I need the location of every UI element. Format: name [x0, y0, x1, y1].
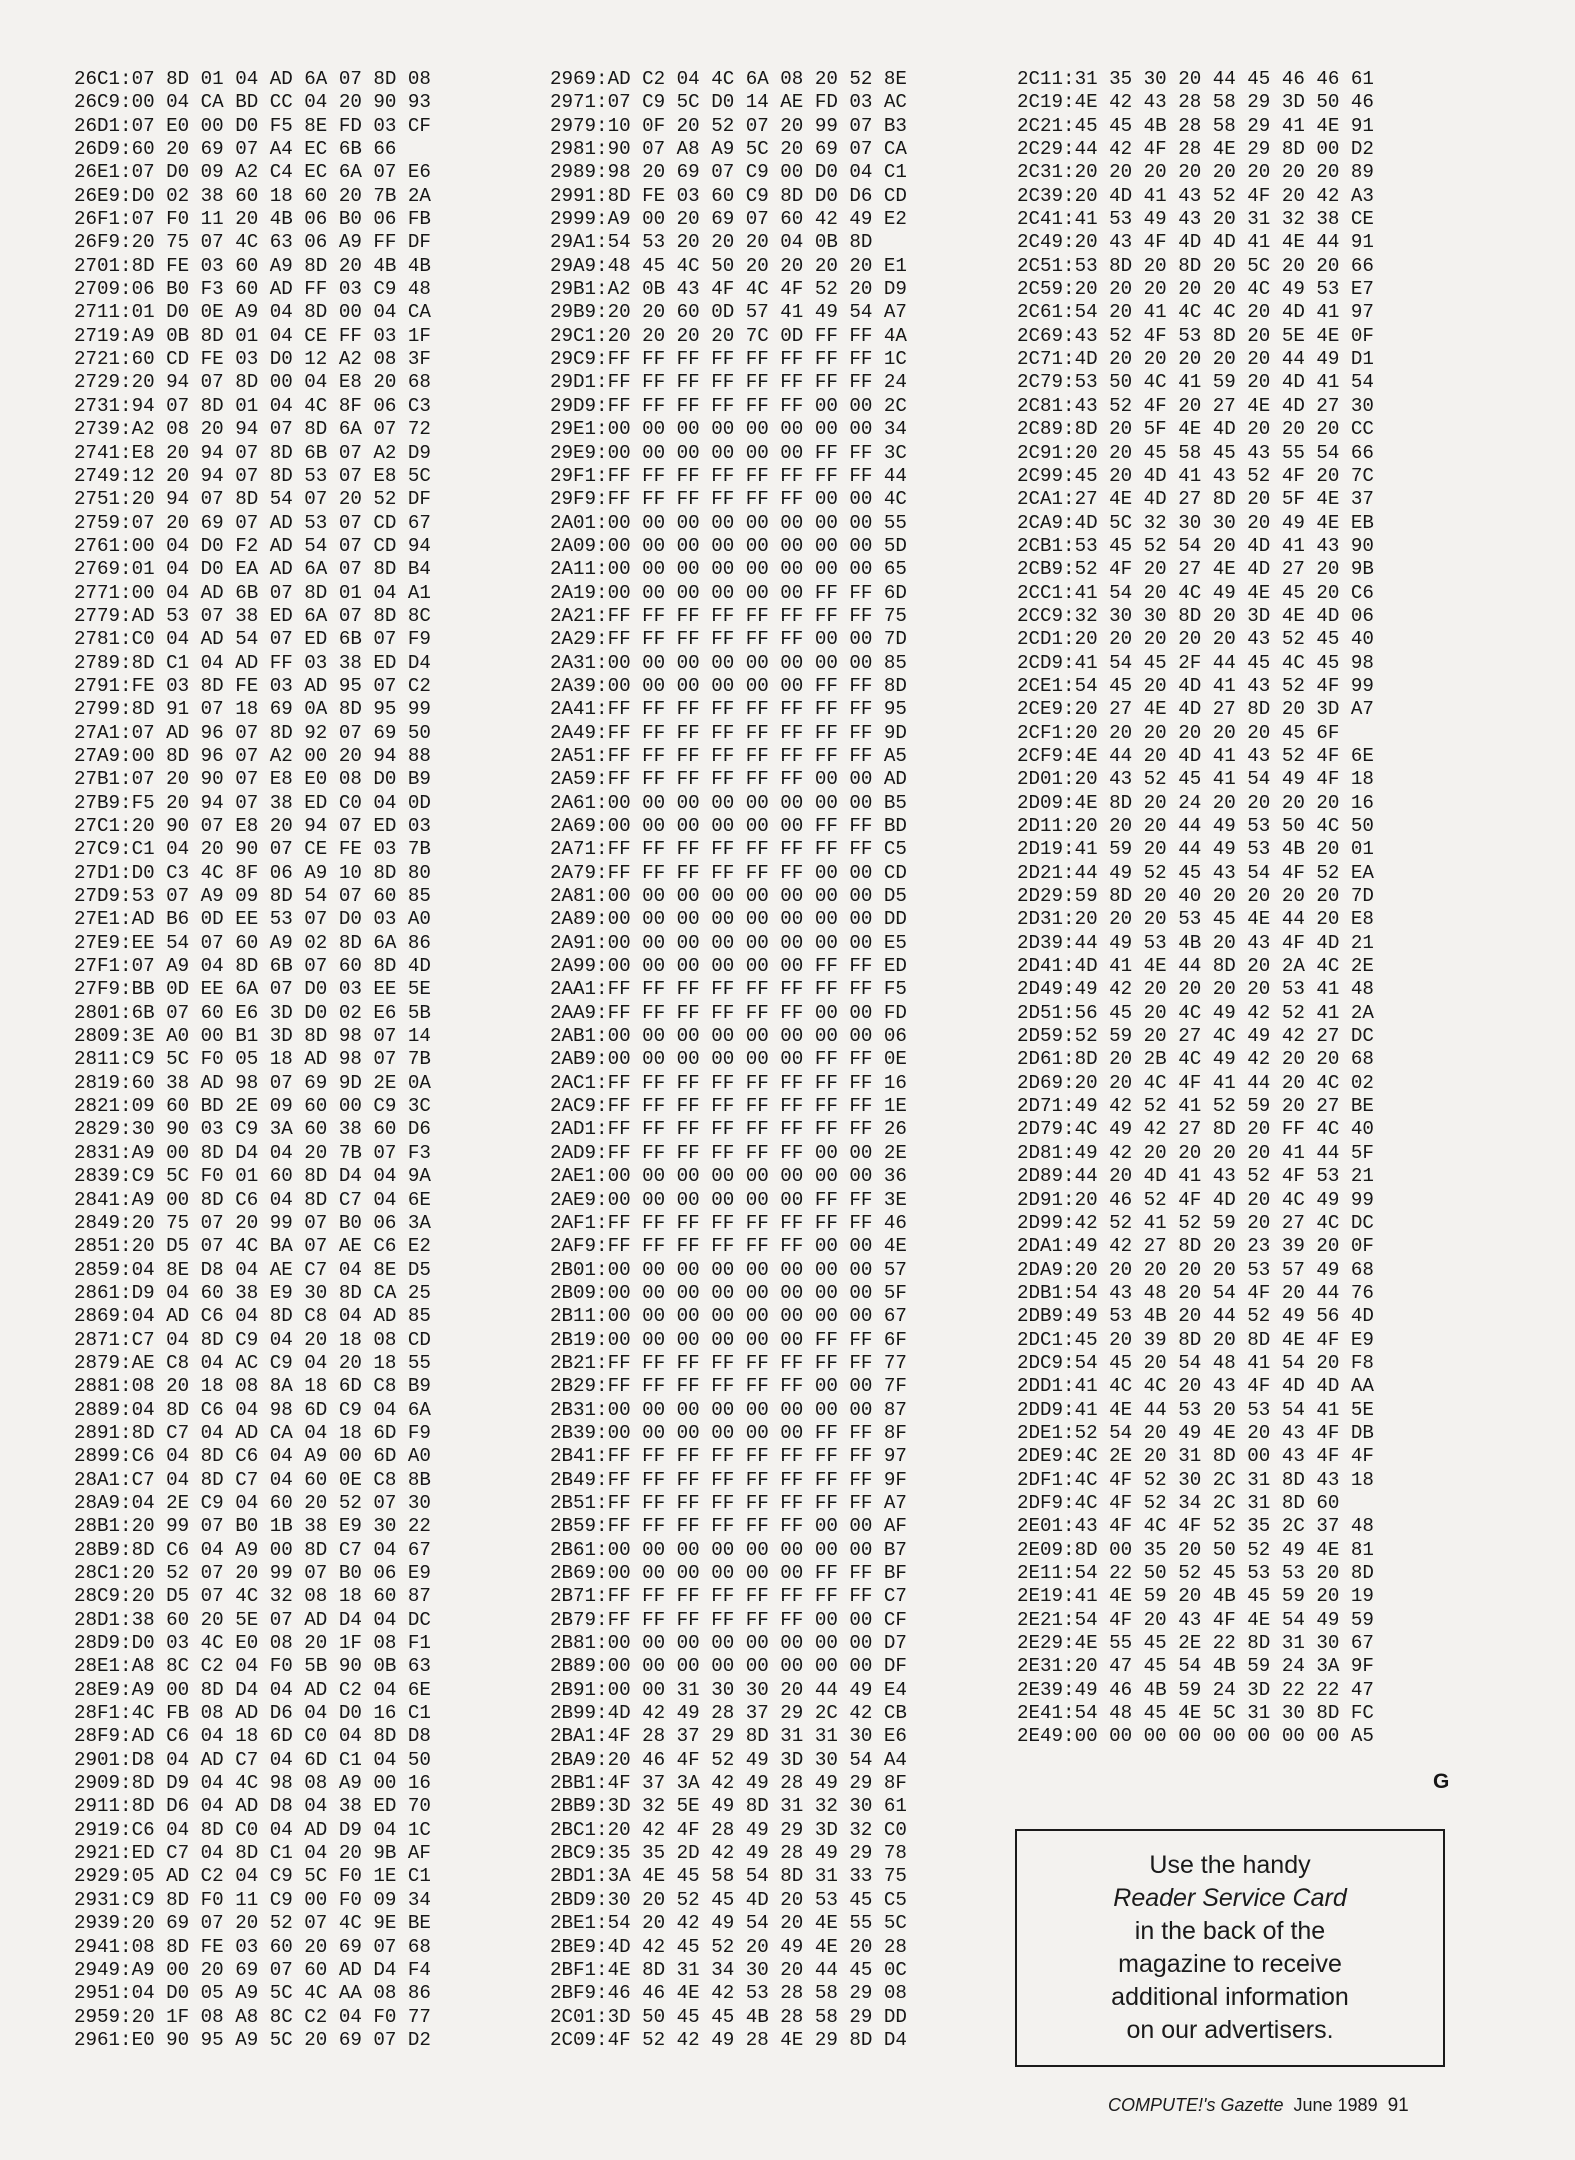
listing-line: 2D09:4E 8D 20 24 20 20 20 20 16 [1017, 791, 1374, 814]
listing-line: 2989:98 20 69 07 C9 00 D0 04 C1 [550, 161, 907, 184]
listing-line: 28A1:C7 04 8D C7 04 60 0E C8 8B [74, 1468, 431, 1491]
listing-line: 2729:20 94 07 8D 00 04 E8 20 68 [74, 371, 431, 394]
listing-line: 2BB1:4F 37 3A 42 49 28 49 29 8F [550, 1772, 907, 1795]
listing-line: 2B91:00 00 31 30 30 20 44 49 E4 [550, 1678, 907, 1701]
listing-line: 2AF1:FF FF FF FF FF FF FF FF 46 [550, 1211, 907, 1234]
listing-line: 2A89:00 00 00 00 00 00 00 00 DD [550, 908, 907, 931]
listing-line: 2981:90 07 A8 A9 5C 20 69 07 CA [550, 138, 907, 161]
listing-line: 2749:12 20 94 07 8D 53 07 E8 5C [74, 464, 431, 487]
listing-line: 29F9:FF FF FF FF FF FF 00 00 4C [550, 488, 907, 511]
listing-line: 2741:E8 20 94 07 8D 6B 07 A2 D9 [74, 441, 431, 464]
listing-line: 2B79:FF FF FF FF FF FF 00 00 CF [550, 1608, 907, 1631]
footer-date: June 1989 [1293, 2095, 1378, 2115]
listing-line: 2D89:44 20 4D 41 43 52 4F 53 21 [1017, 1165, 1374, 1188]
listing-line: 2D99:42 52 41 52 59 20 27 4C DC [1017, 1211, 1374, 1234]
listing-line: 2721:60 CD FE 03 D0 12 A2 08 3F [74, 348, 431, 371]
listing-line: 2831:A9 00 8D D4 04 20 7B 07 F3 [74, 1141, 431, 1164]
listing-line: 2E19:41 4E 59 20 4B 45 59 20 19 [1017, 1585, 1374, 1608]
listing-line: 2C69:43 52 4F 53 8D 20 5E 4E 0F [1017, 324, 1374, 347]
listing-line: 2AD1:FF FF FF FF FF FF FF FF 26 [550, 1118, 907, 1141]
listing-line: 2C11:31 35 30 20 44 45 46 46 61 [1017, 68, 1374, 90]
listing-line: 2C89:8D 20 5F 4E 4D 20 20 20 CC [1017, 418, 1374, 441]
listing-line: 2861:D9 04 60 38 E9 30 8D CA 25 [74, 1281, 431, 1304]
listing-line: 28D1:38 60 20 5E 07 AD D4 04 DC [74, 1608, 431, 1631]
listing-line: 2A49:FF FF FF FF FF FF FF FF 9D [550, 721, 907, 744]
listing-line: 29B1:A2 0B 43 4F 4C 4F 52 20 D9 [550, 278, 907, 301]
listing-line: 2C09:4F 52 42 49 28 4E 29 8D D4 [550, 2028, 907, 2051]
listing-line: 2AB1:00 00 00 00 00 00 00 00 06 [550, 1025, 907, 1048]
listing-line: 2D51:56 45 20 4C 49 42 52 41 2A [1017, 1001, 1374, 1024]
listing-line: 2D21:44 49 52 45 43 54 4F 52 EA [1017, 861, 1374, 884]
listing-line: 2801:6B 07 60 E6 3D D0 02 E6 5B [74, 1001, 431, 1024]
page-footer [1108, 2095, 1409, 2117]
listing-line: 2A71:FF FF FF FF FF FF FF FF C5 [550, 838, 907, 861]
listing-line: 2CE9:20 27 4E 4D 27 8D 20 3D A7 [1017, 698, 1374, 721]
listing-line: 27D1:D0 C3 4C 8F 06 A9 10 8D 80 [74, 861, 431, 884]
listing-line: 2CA1:27 4E 4D 27 8D 20 5F 4E 37 [1017, 488, 1374, 511]
listing-line: 2C79:53 50 4C 41 59 20 4D 41 54 [1017, 371, 1374, 394]
listing-line: 2799:8D 91 07 18 69 0A 8D 95 99 [74, 698, 431, 721]
listing-line: 28C9:20 D5 07 4C 32 08 18 60 87 [74, 1585, 431, 1608]
service-line-6: on our advertisers. [1126, 2016, 1334, 2044]
listing-line: 2A91:00 00 00 00 00 00 00 00 E5 [550, 931, 907, 954]
listing-line: 2D39:44 49 53 4B 20 43 4F 4D 21 [1017, 931, 1374, 954]
listing-line: 2B21:FF FF FF FF FF FF FF FF 77 [550, 1351, 907, 1374]
listing-line: 2931:C9 8D F0 11 C9 00 F0 09 34 [74, 1888, 431, 1911]
listing-line: 29E1:00 00 00 00 00 00 00 00 34 [550, 418, 907, 441]
listing-line: 27D9:53 07 A9 09 8D 54 07 60 85 [74, 885, 431, 908]
listing-line: 2DD9:41 4E 44 53 20 53 54 41 5E [1017, 1398, 1374, 1421]
listing-line: 26C1:07 8D 01 04 AD 6A 07 8D 08 [74, 68, 431, 90]
listing-line: 2751:20 94 07 8D 54 07 20 52 DF [74, 488, 431, 511]
article-end-mark: G [1433, 1770, 1450, 1793]
listing-line: 2D11:20 20 20 44 49 53 50 4C 50 [1017, 815, 1374, 837]
listing-line: 2C71:4D 20 20 20 20 20 44 49 D1 [1017, 348, 1374, 371]
listing-line: 2A41:FF FF FF FF FF FF FF FF 95 [550, 698, 907, 721]
listing-line: 2901:D8 04 AD C7 04 6D C1 04 50 [74, 1748, 431, 1771]
listing-line: 27B9:F5 20 94 07 38 ED C0 04 0D [74, 791, 431, 814]
listing-line: 2DF1:4C 4F 52 30 2C 31 8D 43 18 [1017, 1468, 1374, 1491]
listing-line: 2921:ED C7 04 8D C1 04 20 9B AF [74, 1842, 431, 1865]
listing-line: 2919:C6 04 8D C0 04 AD D9 04 1C [74, 1818, 431, 1841]
listing-line: 2759:07 20 69 07 AD 53 07 CD 67 [74, 511, 431, 534]
listing-line: 2999:A9 00 20 69 07 60 42 49 E2 [550, 208, 907, 231]
listing-line: 2A19:00 00 00 00 00 00 FF FF 6D [550, 581, 907, 604]
listing-line: 27C1:20 90 07 E8 20 94 07 ED 03 [74, 815, 431, 837]
listing-line: 2731:94 07 8D 01 04 4C 8F 06 C3 [74, 394, 431, 417]
listing-line: 2D81:49 42 20 20 20 20 41 44 5F [1017, 1141, 1374, 1164]
listing-line: 2B51:FF FF FF FF FF FF FF FF A7 [550, 1491, 907, 1514]
listing-line: 27E1:AD B6 0D EE 53 07 D0 03 A0 [74, 908, 431, 931]
listing-line: 2BB9:3D 32 5E 49 8D 31 32 30 61 [550, 1795, 907, 1818]
listing-line: 2DA9:20 20 20 20 20 53 57 49 68 [1017, 1258, 1374, 1281]
listing-line: 28F1:4C FB 08 AD D6 04 D0 16 C1 [74, 1702, 431, 1725]
listing-line: 2AE1:00 00 00 00 00 00 00 00 36 [550, 1165, 907, 1188]
listing-line: 27F1:07 A9 04 8D 6B 07 60 8D 4D [74, 955, 431, 978]
listing-line: 2AF9:FF FF FF FF FF FF 00 00 4E [550, 1235, 907, 1258]
listing-line: 26E9:D0 02 38 60 18 60 20 7B 2A [74, 184, 431, 207]
listing-line: 2B71:FF FF FF FF FF FF FF FF C7 [550, 1585, 907, 1608]
listing-line: 2DB9:49 53 4B 20 44 52 49 56 4D [1017, 1305, 1374, 1328]
listing-line: 2951:04 D0 05 A9 5C 4C AA 08 86 [74, 1982, 431, 2005]
listing-line: 2C99:45 20 4D 41 43 52 4F 20 7C [1017, 464, 1374, 487]
listing-line: 2B69:00 00 00 00 00 00 FF FF BF [550, 1562, 907, 1584]
listing-line: 26E1:07 D0 09 A2 C4 EC 6A 07 E6 [74, 161, 431, 184]
reader-service-box [1015, 1829, 1445, 2067]
listing-line: 2E39:49 46 4B 59 24 3D 22 22 47 [1017, 1678, 1374, 1701]
listing-line: 26F9:20 75 07 4C 63 06 A9 FF DF [74, 231, 431, 254]
listing-line: 27A9:00 8D 96 07 A2 00 20 94 88 [74, 744, 431, 767]
listing-line: 2CF9:4E 44 20 4D 41 43 52 4F 6E [1017, 744, 1374, 767]
listing-line: 2949:A9 00 20 69 07 60 AD D4 F4 [74, 1958, 431, 1981]
listing-line: 2AA9:FF FF FF FF FF FF 00 00 FD [550, 1001, 907, 1024]
listing-line: 2D31:20 20 20 53 45 4E 44 20 E8 [1017, 908, 1374, 931]
listing-line: 2B59:FF FF FF FF FF FF 00 00 AF [550, 1515, 907, 1538]
service-line-2: Reader Service Card [1113, 1884, 1347, 1912]
listing-line: 2B99:4D 42 49 28 37 29 2C 42 CB [550, 1702, 907, 1725]
listing-line: 2C51:53 8D 20 8D 20 5C 20 20 66 [1017, 254, 1374, 277]
listing-line: 2709:06 B0 F3 60 AD FF 03 C9 48 [74, 278, 431, 301]
listing-line: 2E01:43 4F 4C 4F 52 35 2C 37 48 [1017, 1515, 1374, 1538]
listing-line: 2AA1:FF FF FF FF FF FF FF FF F5 [550, 978, 907, 1001]
listing-line: 2B31:00 00 00 00 00 00 00 00 87 [550, 1398, 907, 1421]
listing-line: 2BC1:20 42 4F 28 49 29 3D 32 C0 [550, 1818, 907, 1841]
listing-line: 2CD9:41 54 45 2F 44 45 4C 45 98 [1017, 651, 1374, 674]
listing-line: 2719:A9 0B 8D 01 04 CE FF 03 1F [74, 324, 431, 347]
listing-line: 2889:04 8D C6 04 98 6D C9 04 6A [74, 1398, 431, 1421]
listing-line: 2B41:FF FF FF FF FF FF FF FF 97 [550, 1445, 907, 1468]
listing-line: 2DE9:4C 2E 20 31 8D 00 43 4F 4F [1017, 1445, 1374, 1468]
listing-line: 2BF9:46 46 4E 42 53 28 58 29 08 [550, 1982, 907, 2005]
listing-line: 2BD1:3A 4E 45 58 54 8D 31 33 75 [550, 1865, 907, 1888]
listing-line: 27B1:07 20 90 07 E8 E0 08 D0 B9 [74, 768, 431, 791]
listing-line: 2C91:20 20 45 58 45 43 55 54 66 [1017, 441, 1374, 464]
listing-line: 28B9:8D C6 04 A9 00 8D C7 04 67 [74, 1538, 431, 1561]
listing-line: 2871:C7 04 8D C9 04 20 18 08 CD [74, 1328, 431, 1351]
service-line-1: Use the handy [1149, 1851, 1311, 1879]
listing-line: 2DB1:54 43 48 20 54 4F 20 44 76 [1017, 1281, 1374, 1304]
listing-line: 2D79:4C 49 42 27 8D 20 FF 4C 40 [1017, 1118, 1374, 1141]
listing-line: 2CF1:20 20 20 20 20 20 45 6F [1017, 721, 1340, 744]
listing-line: 2A11:00 00 00 00 00 00 00 00 65 [550, 558, 907, 581]
listing-line: 2941:08 8D FE 03 60 20 69 07 68 [74, 1935, 431, 1958]
listing-line: 2739:A2 08 20 94 07 8D 6A 07 72 [74, 418, 431, 441]
listing-line: 2711:01 D0 0E A9 04 8D 00 04 CA [74, 301, 431, 324]
listing-line: 2E09:8D 00 35 20 50 52 49 4E 81 [1017, 1538, 1374, 1561]
listing-column-2 [550, 68, 907, 2052]
listing-line: 2839:C9 5C F0 01 60 8D D4 04 9A [74, 1165, 431, 1188]
listing-line: 2761:00 04 D0 F2 AD 54 07 CD 94 [74, 534, 431, 557]
listing-line: 2A51:FF FF FF FF FF FF FF FF A5 [550, 744, 907, 767]
listing-line: 29E9:00 00 00 00 00 00 FF FF 3C [550, 441, 907, 464]
listing-line: 26D9:60 20 69 07 A4 EC 6B 66 [74, 138, 397, 161]
listing-line: 2A69:00 00 00 00 00 00 FF FF BD [550, 815, 907, 837]
listing-line: 2CD1:20 20 20 20 20 43 52 45 40 [1017, 628, 1374, 651]
listing-line: 2C61:54 20 41 4C 4C 20 4D 41 97 [1017, 301, 1374, 324]
listing-line: 2D61:8D 20 2B 4C 49 42 20 20 68 [1017, 1048, 1374, 1071]
listing-line: 2C31:20 20 20 20 20 20 20 20 89 [1017, 161, 1374, 184]
listing-line: 2939:20 69 07 20 52 07 4C 9E BE [74, 1912, 431, 1935]
listing-line: 2E31:20 47 45 54 4B 59 24 3A 9F [1017, 1655, 1374, 1678]
listing-line: 2821:09 60 BD 2E 09 60 00 C9 3C [74, 1095, 431, 1118]
listing-line: 2E11:54 22 50 52 45 53 53 20 8D [1017, 1562, 1374, 1584]
listing-line: 2859:04 8E D8 04 AE C7 04 8E D5 [74, 1258, 431, 1281]
listing-line: 2CC9:32 30 30 8D 20 3D 4E 4D 06 [1017, 604, 1374, 627]
listing-line: 2B01:00 00 00 00 00 00 00 00 57 [550, 1258, 907, 1281]
listing-line: 2B89:00 00 00 00 00 00 00 00 DF [550, 1655, 907, 1678]
listing-line: 2CB1:53 45 52 54 20 4D 41 43 90 [1017, 534, 1374, 557]
listing-line: 27F9:BB 0D EE 6A 07 D0 03 EE 5E [74, 978, 431, 1001]
listing-line: 29C9:FF FF FF FF FF FF FF FF 1C [550, 348, 907, 371]
listing-line: 2CC1:41 54 20 4C 49 4E 45 20 C6 [1017, 581, 1374, 604]
listing-line: 27E9:EE 54 07 60 A9 02 8D 6A 86 [74, 931, 431, 954]
listing-line: 2991:8D FE 03 60 C9 8D D0 D6 CD [550, 184, 907, 207]
listing-line: 28D9:D0 03 4C E0 08 20 1F 08 F1 [74, 1632, 431, 1655]
listing-line: 2DE1:52 54 20 49 4E 20 43 4F DB [1017, 1421, 1374, 1444]
listing-line: 2C49:20 43 4F 4D 4D 41 4E 44 91 [1017, 231, 1374, 254]
listing-line: 2C01:3D 50 45 45 4B 28 58 29 DD [550, 2005, 907, 2028]
listing-line: 2769:01 04 D0 EA AD 6A 07 8D B4 [74, 558, 431, 581]
listing-line: 2A59:FF FF FF FF FF FF 00 00 AD [550, 768, 907, 791]
listing-line: 29D1:FF FF FF FF FF FF FF FF 24 [550, 371, 907, 394]
listing-line: 2DD1:41 4C 4C 20 43 4F 4D 4D AA [1017, 1375, 1374, 1398]
listing-line: 2B61:00 00 00 00 00 00 00 00 B7 [550, 1538, 907, 1561]
listing-line: 2791:FE 03 8D FE 03 AD 95 07 C2 [74, 674, 431, 697]
listing-line: 2A39:00 00 00 00 00 00 FF FF 8D [550, 674, 907, 697]
listing-line: 2B11:00 00 00 00 00 00 00 00 67 [550, 1305, 907, 1328]
listing-line: 2D41:4D 41 4E 44 8D 20 2A 4C 2E [1017, 955, 1374, 978]
listing-line: 26F1:07 F0 11 20 4B 06 B0 06 FB [74, 208, 431, 231]
listing-line: 2C21:45 45 4B 28 58 29 41 4E 91 [1017, 114, 1374, 137]
listing-line: 2969:AD C2 04 4C 6A 08 20 52 8E [550, 68, 907, 90]
listing-line: 2879:AE C8 04 AC C9 04 20 18 55 [74, 1351, 431, 1374]
listing-line: 2DF9:4C 4F 52 34 2C 31 8D 60 [1017, 1491, 1340, 1514]
listing-line: 2AB9:00 00 00 00 00 00 FF FF 0E [550, 1048, 907, 1071]
listing-line: 2C41:41 53 49 43 20 31 32 38 CE [1017, 208, 1374, 231]
listing-line: 29A9:48 45 4C 50 20 20 20 20 E1 [550, 254, 907, 277]
service-line-4: magazine to receive [1118, 1950, 1342, 1978]
listing-line: 2D71:49 42 52 41 52 59 20 27 BE [1017, 1095, 1374, 1118]
listing-line: 2C39:20 4D 41 43 52 4F 20 42 A3 [1017, 184, 1374, 207]
listing-line: 27A1:07 AD 96 07 8D 92 07 69 50 [74, 721, 431, 744]
listing-line: 2909:8D D9 04 4C 98 08 A9 00 16 [74, 1772, 431, 1795]
listing-line: 2CB9:52 4F 20 27 4E 4D 27 20 9B [1017, 558, 1374, 581]
listing-line: 2AC9:FF FF FF FF FF FF FF FF 1E [550, 1095, 907, 1118]
listing-line: 28E1:A8 8C C2 04 F0 5B 90 0B 63 [74, 1655, 431, 1678]
listing-line: 2BA9:20 46 4F 52 49 3D 30 54 A4 [550, 1748, 907, 1771]
listing-line: 2A79:FF FF FF FF FF FF 00 00 CD [550, 861, 907, 884]
listing-line: 2A31:00 00 00 00 00 00 00 00 85 [550, 651, 907, 674]
listing-line: 28B1:20 99 07 B0 1B 38 E9 30 22 [74, 1515, 431, 1538]
listing-line: 29D9:FF FF FF FF FF FF 00 00 2C [550, 394, 907, 417]
listing-line: 2C29:44 42 4F 28 4E 29 8D 00 D2 [1017, 138, 1374, 161]
service-line-3: in the back of the [1134, 1917, 1326, 1945]
listing-line: 28F9:AD C6 04 18 6D C0 04 8D D8 [74, 1725, 431, 1748]
listing-line: 2979:10 0F 20 52 07 20 99 07 B3 [550, 114, 907, 137]
listing-line: 2891:8D C7 04 AD CA 04 18 6D F9 [74, 1421, 431, 1444]
listing-column-1 [74, 68, 431, 2052]
listing-line: 28E9:A9 00 8D D4 04 AD C2 04 6E [74, 1678, 431, 1701]
listing-line: 2971:07 C9 5C D0 14 AE FD 03 AC [550, 91, 907, 114]
listing-line: 2781:C0 04 AD 54 07 ED 6B 07 F9 [74, 628, 431, 651]
listing-line: 2D49:49 42 20 20 20 20 53 41 48 [1017, 978, 1374, 1001]
listing-line: 2D29:59 8D 20 40 20 20 20 20 7D [1017, 885, 1374, 908]
listing-column-3 [1017, 68, 1374, 1749]
listing-line: 2D91:20 46 52 4F 4D 20 4C 49 99 [1017, 1188, 1374, 1211]
listing-line: 2BC9:35 35 2D 42 49 28 49 29 78 [550, 1842, 907, 1865]
listing-line: 2959:20 1F 08 A8 8C C2 04 F0 77 [74, 2005, 431, 2028]
listing-line: 2819:60 38 AD 98 07 69 9D 2E 0A [74, 1071, 431, 1094]
listing-line: 2BE9:4D 42 45 52 20 49 4E 20 28 [550, 1935, 907, 1958]
listing-line: 2701:8D FE 03 60 A9 8D 20 4B 4B [74, 254, 431, 277]
listing-line: 29B9:20 20 60 0D 57 41 49 54 A7 [550, 301, 907, 324]
listing-line: 29A1:54 53 20 20 20 04 0B 8D [550, 231, 873, 254]
listing-line: 2C59:20 20 20 20 20 4C 49 53 E7 [1017, 278, 1374, 301]
listing-line: 2E49:00 00 00 00 00 00 00 00 A5 [1017, 1725, 1374, 1748]
listing-line: 2D01:20 43 52 45 41 54 49 4F 18 [1017, 768, 1374, 791]
listing-line: 2C81:43 52 4F 20 27 4E 4D 27 30 [1017, 394, 1374, 417]
listing-line: 2AC1:FF FF FF FF FF FF FF FF 16 [550, 1071, 907, 1094]
service-line-5: additional information [1111, 1983, 1349, 2011]
listing-line: 2BA1:4F 28 37 29 8D 31 31 30 E6 [550, 1725, 907, 1748]
listing-line: 2BF1:4E 8D 31 34 30 20 44 45 0C [550, 1958, 907, 1981]
listing-line: 2DC9:54 45 20 54 48 41 54 20 F8 [1017, 1351, 1374, 1374]
listing-line: 2AE9:00 00 00 00 00 00 FF FF 3E [550, 1188, 907, 1211]
listing-line: 2DC1:45 20 39 8D 20 8D 4E 4F E9 [1017, 1328, 1374, 1351]
listing-line: 2929:05 AD C2 04 C9 5C F0 1E C1 [74, 1865, 431, 1888]
listing-line: 2961:E0 90 95 A9 5C 20 69 07 D2 [74, 2028, 431, 2051]
listing-line: 2D19:41 59 20 44 49 53 4B 20 01 [1017, 838, 1374, 861]
listing-line: 2E41:54 48 45 4E 5C 31 30 8D FC [1017, 1702, 1374, 1725]
listing-line: 2779:AD 53 07 38 ED 6A 07 8D 8C [74, 604, 431, 627]
listing-line: 2B39:00 00 00 00 00 00 FF FF 8F [550, 1421, 907, 1444]
listing-line: 2AD9:FF FF FF FF FF FF 00 00 2E [550, 1141, 907, 1164]
listing-line: 2D69:20 20 4C 4F 41 44 20 4C 02 [1017, 1071, 1374, 1094]
listing-line: 2CA9:4D 5C 32 30 30 20 49 4E EB [1017, 511, 1374, 534]
listing-line: 2809:3E A0 00 B1 3D 8D 98 07 14 [74, 1025, 431, 1048]
listing-line: 2A09:00 00 00 00 00 00 00 00 5D [550, 534, 907, 557]
listing-line: 2B81:00 00 00 00 00 00 00 00 D7 [550, 1632, 907, 1655]
listing-line: 2849:20 75 07 20 99 07 B0 06 3A [74, 1211, 431, 1234]
listing-line: 2789:8D C1 04 AD FF 03 38 ED D4 [74, 651, 431, 674]
listing-line: 2A01:00 00 00 00 00 00 00 00 55 [550, 511, 907, 534]
listing-line: 2A29:FF FF FF FF FF FF 00 00 7D [550, 628, 907, 651]
listing-line: 2881:08 20 18 08 8A 18 6D C8 B9 [74, 1375, 431, 1398]
listing-line: 26D1:07 E0 00 D0 F5 8E FD 03 CF [74, 114, 431, 137]
listing-line: 2BD9:30 20 52 45 4D 20 53 45 C5 [550, 1888, 907, 1911]
listing-line: 28C1:20 52 07 20 99 07 B0 06 E9 [74, 1562, 431, 1584]
listing-line: 2D59:52 59 20 27 4C 49 42 27 DC [1017, 1025, 1374, 1048]
listing-line: 2771:00 04 AD 6B 07 8D 01 04 A1 [74, 581, 431, 604]
listing-line: 2E29:4E 55 45 2E 22 8D 31 30 67 [1017, 1632, 1374, 1655]
listing-line: 2BE1:54 20 42 49 54 20 4E 55 5C [550, 1912, 907, 1935]
footer-magazine-name: COMPUTE!'s Gazette [1108, 2095, 1284, 2115]
listing-line: 28A9:04 2E C9 04 60 20 52 07 30 [74, 1491, 431, 1514]
listing-line: 2851:20 D5 07 4C BA 07 AE C6 E2 [74, 1235, 431, 1258]
listing-line: 27C9:C1 04 20 90 07 CE FE 03 7B [74, 838, 431, 861]
listing-line: 2A99:00 00 00 00 00 00 FF FF ED [550, 955, 907, 978]
listing-line: 2A61:00 00 00 00 00 00 00 00 B5 [550, 791, 907, 814]
listing-line: 2841:A9 00 8D C6 04 8D C7 04 6E [74, 1188, 431, 1211]
listing-line: 2899:C6 04 8D C6 04 A9 00 6D A0 [74, 1445, 431, 1468]
listing-line: 2B19:00 00 00 00 00 00 FF FF 6F [550, 1328, 907, 1351]
page-number: 91 [1387, 2095, 1409, 2116]
listing-line: 2911:8D D6 04 AD D8 04 38 ED 70 [74, 1795, 431, 1818]
listing-line: 2DA1:49 42 27 8D 20 23 39 20 0F [1017, 1235, 1374, 1258]
listing-line: 29F1:FF FF FF FF FF FF FF FF 44 [550, 464, 907, 487]
listing-line: 2A21:FF FF FF FF FF FF FF FF 75 [550, 604, 907, 627]
listing-line: 2B09:00 00 00 00 00 00 00 00 5F [550, 1281, 907, 1304]
listing-line: 2E21:54 4F 20 43 4F 4E 54 49 59 [1017, 1608, 1374, 1631]
listing-line: 2A81:00 00 00 00 00 00 00 00 D5 [550, 885, 907, 908]
listing-line: 2C19:4E 42 43 28 58 29 3D 50 46 [1017, 91, 1374, 114]
listing-line: 29C1:20 20 20 20 7C 0D FF FF 4A [550, 324, 907, 347]
listing-line: 2811:C9 5C F0 05 18 AD 98 07 7B [74, 1048, 431, 1071]
listing-line: 2B49:FF FF FF FF FF FF FF FF 9F [550, 1468, 907, 1491]
listing-line: 26C9:00 04 CA BD CC 04 20 90 93 [74, 91, 431, 114]
listing-line: 2CE1:54 45 20 4D 41 43 52 4F 99 [1017, 674, 1374, 697]
listing-line: 2869:04 AD C6 04 8D C8 04 AD 85 [74, 1305, 431, 1328]
listing-line: 2B29:FF FF FF FF FF FF 00 00 7F [550, 1375, 907, 1398]
listing-line: 2829:30 90 03 C9 3A 60 38 60 D6 [74, 1118, 431, 1141]
